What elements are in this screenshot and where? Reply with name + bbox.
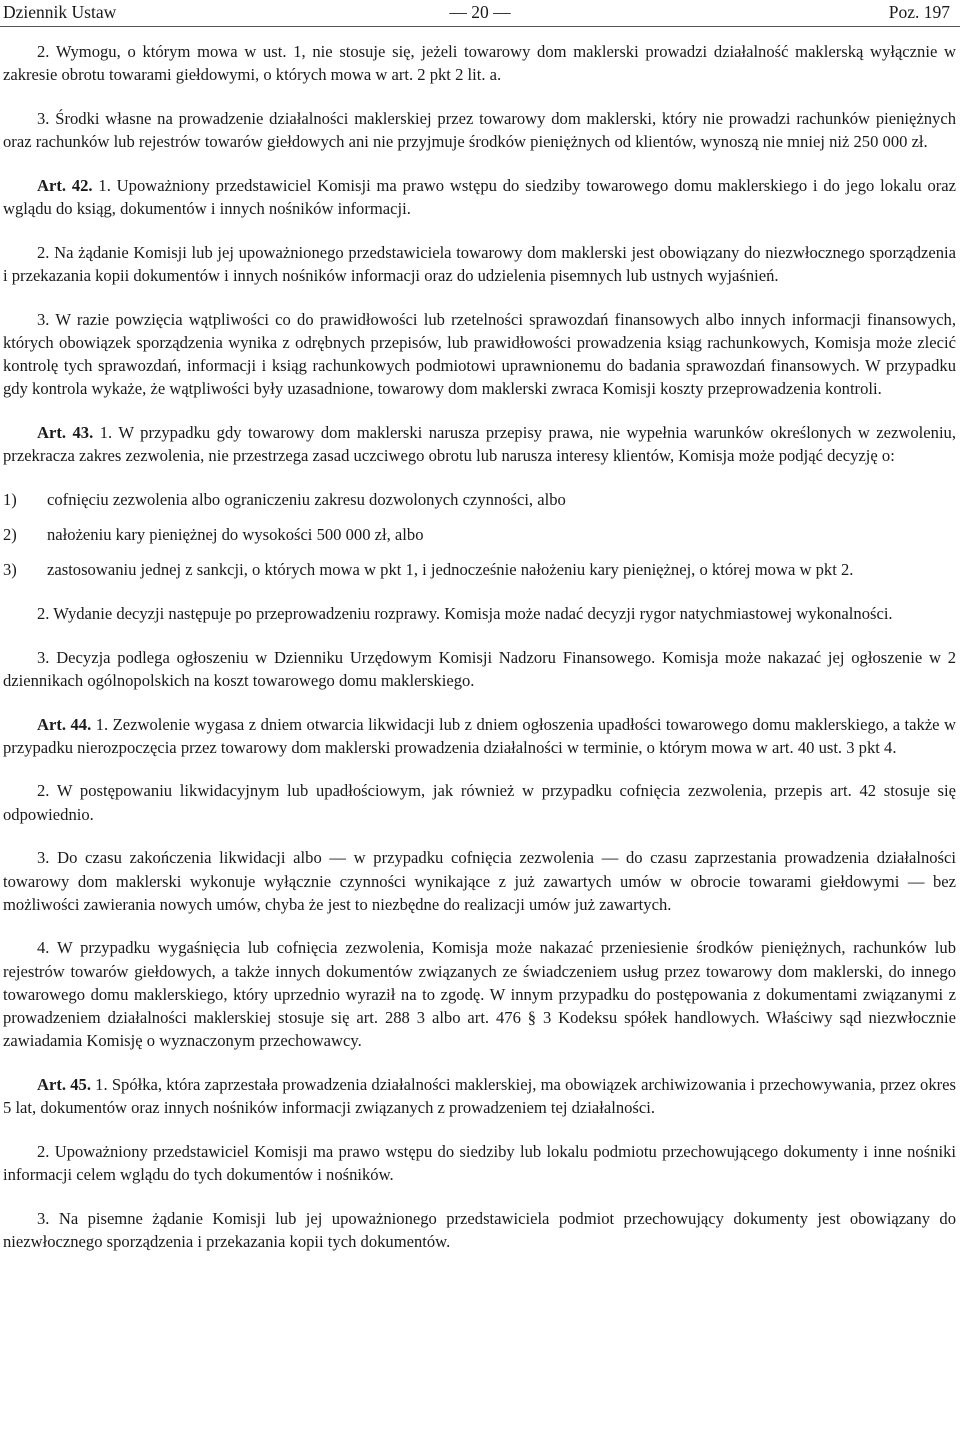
publication-title: Dziennik Ustaw [3,2,117,22]
article-43-para-1 [3,421,956,467]
list-item-text: zastosowaniu jednej z sankcji, o których mowa w pkt 1, i jednocześnie nałożeniu kary pieniężnej, o której mowa w pkt 2. [47,560,854,580]
article-43-para-3: 3. Decyzja podlega ogłoszeniu w Dzienniku Urzędowym Komisji Nadzoru Finansowego. Komisja może nakazać jej ogłoszenie w 2 dziennikach ogólnopolskich na koszt towarowego domu maklerskiego. [3,647,956,690]
article-43-list [3,488,956,582]
paragraph-text: 1. Zezwolenie wygasa z dniem otwarcia likwidacji lub z dniem ogłoszenia upadłości towarowego domu maklerskiego, a także w przypadku nierozpoczęcia przez towarowy dom maklerski prowadzenia działalności w terminie, o którym mowa w art. 40 ust. 3 pkt 4. [3,714,957,757]
article-44-para-3: 3. Do czasu zakończenia likwidacji albo — w przypadku cofnięcia zezwolenia — do czasu zaprzestania prowadzenia działalności towarowy dom maklerski wykonuje wyłącznie czynności wynikające z już zawartych umów w obrocie towarami giełdowymi — bez możliwości zawierania nowych umów, chyba że jest to niezbędne do realizacji umów już zawartych. [3,848,956,914]
document-body [3,40,956,1274]
page-header [0,0,960,27]
paragraph: 3. Środki własne na prowadzenie działalności maklerskiej przez towarowy dom maklerski, który nie prowadzi rachunków pieniężnych oraz rachunków lub rejestrów towarów giełdowych ani nie przyjmuje środków pieniężnych od klientów, wynoszą nie mniej niż 250 000 zł. [3,108,956,152]
article-45-para-3: 3. Na pisemne żądanie Komisji lub jej upoważnionego przedstawiciela podmiot przechowujący dokumenty jest obowiązany do niezwłocznego sporządzenia i przekazania kopii tych dokumentów. [3,1208,956,1252]
article-44-para-2: 2. W postępowaniu likwidacyjnym lub upadłościowym, jak również w przypadku cofnięcia zezwolenia, przepis art. 42 stosuje się odpowiednio. [3,781,956,824]
list-item-text: nałożeniu kary pieniężnej do wysokości 500 000 zł, albo [47,525,424,545]
paragraph: 2. Wymogu, o którym mowa w ust. 1, nie stosuje się, jeżeli towarowy dom maklerski prowadzi działalność maklerską wyłącznie w zakresie obrotu towarami giełdowymi, o których mowa w art. 2 pkt 2 lit. a. [3,42,956,85]
paragraph-text: 1. W przypadku gdy towarowy dom maklerski narusza przepisy prawa, nie wypełnia warunków określonych w zezwoleniu, przekracza zakres zezwolenia, nie przestrzega zasad uczciwego obrotu lub narusza interesy klientów, Komisja może podjąć decyzję o: [3,422,956,466]
page-number: — 20 — [449,2,511,22]
article-42-para-1 [3,174,956,220]
article-label: Art. 44. [37,714,92,734]
article-44-para-4: 4. W przypadku wygaśnięcia lub cofnięcia zezwolenia, Komisja może nakazać przeniesienie środków pieniężnych, rachunków lub rejestrów towarów giełdowych, a także innych dokumentów związanych ze świadczeniem usług przez towarowy dom maklerski, do innego towarowego domu maklerskiego, który uprzednio wyraził na to zgodę. W innym przypadku do postępowania z dokumentami związanymi z prowadzeniem działalności maklerskiej stosuje się art. 288 3 albo art. 476 § 3 Kodeksu spółek handlowych. Właściwy sąd niezwłocznie zawiadamia Komisję o wyznaczonym przechowawcy. [3,938,956,1051]
article-45-para-2: 2. Upoważniony przedstawiciel Komisji ma prawo wstępu do siedziby lub lokalu podmiotu przechowującego dokumenty i inne nośniki informacji celem wglądu do tych dokumentów i nośników. [3,1141,956,1185]
paragraph-text: 1. Spółka, która zaprzestała prowadzenia działalności maklerskiej, ma obowiązek archiwizowania i przechowywania, przez okres 5 lat, dokumentów oraz innych nośników informacji związanych z prowadzeniem tej działalności. [3,1075,956,1118]
list-item [3,558,956,581]
paragraph-text: 1. Upoważniony przedstawiciel Komisji ma prawo wstępu do siedziby towarowego domu maklerskiego i do jego lokalu oraz wglądu do ksiąg, dokumentów i innych nośników informacji. [3,175,957,219]
article-label: Art. 45. [37,1075,91,1094]
list-item-number: 1) [3,489,17,509]
article-label: Art. 43. [37,422,94,442]
list-item-text: cofnięciu zezwolenia albo ograniczeniu zakresu dozwolonych czynności, albo [47,489,566,509]
list-item-number: 2) [3,525,17,545]
article-42-para-2: 2. Na żądanie Komisji lub jej upoważnionego przedstawiciela towarowy dom maklerski jest obowiązany do niezwłocznego sporządzenia i przekazania kopii dokumentów i innych nośników informacji oraz do udzielenia pisemnych lub ustnych wyjaśnień. [3,242,956,285]
list-item [3,523,956,546]
article-43-para-2: 2. Wydanie decyzji następuje po przeprowadzeniu rozprawy. Komisja może nadać decyzji rygor natychmiastowej wykonalności. [37,603,893,623]
article-42-para-3: 3. W razie powzięcia wątpliwości co do prawidłowości lub rzetelności sprawozdań finansowych albo innych informacji finansowych, których obowiązek sporządzenia wynika z odrębnych przepisów, lub prawidłowości prowadzenia ksiąg rachunkowych, Komisja może zlecić kontrolę tych sprawozdań, informacji i ksiąg rachunkowych podmiotowi uprawnionemu do badania sprawozdań finansowych. W przypadku gdy kontrola wykaże, że wątpliwości były uzasadnione, towarowy dom maklerski zwraca Komisji koszty przeprowadzenia kontroli. [3,309,956,399]
article-label: Art. 42. [37,175,93,195]
article-44-para-1 [3,713,956,759]
article-45-para-1 [3,1073,956,1119]
position-number: Poz. 197 [888,2,950,22]
list-item-number: 3) [3,560,17,580]
list-item [3,488,956,511]
